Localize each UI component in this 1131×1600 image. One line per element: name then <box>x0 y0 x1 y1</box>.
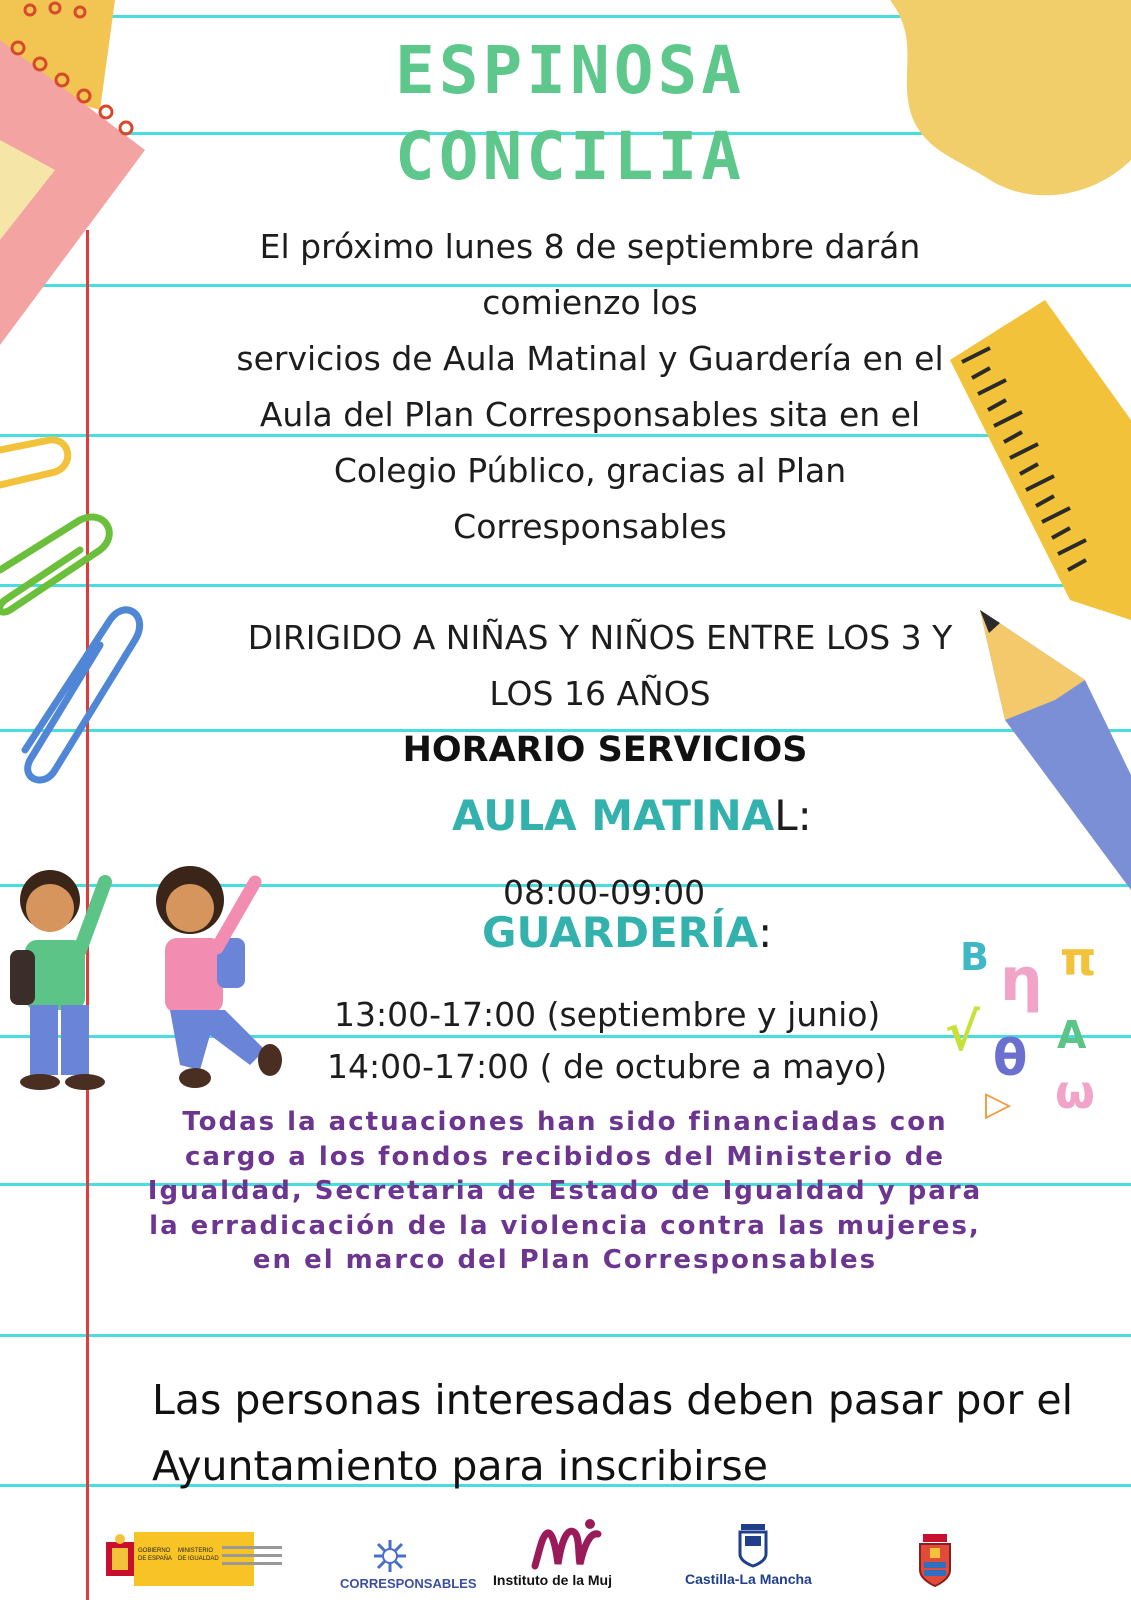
svg-text:ω: ω <box>1055 1065 1095 1119</box>
funding-line: Todas la actuaciones han sido financiadas con <box>182 1107 948 1137</box>
svg-text:θ: θ <box>993 1029 1028 1087</box>
intro-line: comienzo los <box>482 283 698 322</box>
paperclips-illustration <box>0 430 150 790</box>
intro-line: El próximo lunes 8 de septiembre darán <box>259 227 921 266</box>
intro-line: Aula del Plan Corresponsables sita en el <box>259 395 921 434</box>
guarderia-label-tail: : <box>758 908 773 957</box>
funding-line: cargo a los fondos recibidos del Ministerio de <box>184 1141 946 1172</box>
target-line: DIRIGIDO A NIÑAS Y NIÑOS ENTRE LOS 3 Y <box>247 618 953 657</box>
guarderia-label <box>482 908 773 957</box>
svg-text:A: A <box>1057 1013 1087 1057</box>
aula-matinal-label-tail: L: <box>774 791 812 840</box>
aula-matinal-label <box>452 791 812 840</box>
svg-text:η: η <box>1000 945 1043 1015</box>
intro-line: Corresponsables <box>453 507 727 546</box>
title-line-2: CONCILIA <box>395 118 745 195</box>
instituto-logo-text: Instituto de la Muj <box>493 1572 612 1588</box>
svg-text:√: √ <box>945 1003 980 1063</box>
castilla-logo-text: Castilla-La Mancha <box>685 1571 812 1587</box>
guarderia-time: 13:00-17:00 (septiembre y junio) <box>334 995 881 1034</box>
guarderia-time: 14:00-17:00 ( de octubre a mayo) <box>327 1047 888 1086</box>
target-line: LOS 16 AÑOS <box>489 674 711 713</box>
children-illustration <box>5 860 290 1100</box>
castilla-shield-icon <box>735 1520 771 1568</box>
corresponsables-star-icon <box>372 1538 408 1574</box>
ruled-line <box>0 1334 1131 1337</box>
guarderia-label-main: GUARDERÍA <box>482 908 759 957</box>
instituto-mujer-logo <box>490 1518 640 1598</box>
letters-decoration <box>945 930 1131 1120</box>
svg-text:▷: ▷ <box>985 1084 1012 1120</box>
cta-line: Las personas interesadas deben pasar por el <box>152 1376 1073 1424</box>
ministry-line-2: DE IGUALDAD <box>178 1556 219 1562</box>
aula-matinal-label-main: AULA MATINA <box>452 791 775 840</box>
funding-line: en el marco del Plan Corresponsables <box>252 1245 878 1275</box>
gobierno-line-1: GOBIERNO <box>138 1548 171 1554</box>
instituto-m-icon <box>530 1518 610 1570</box>
funding-line: Igualdad, Secretaria de Estado de Igualdad y para <box>147 1176 983 1206</box>
intro-line: servicios de Aula Matinal y Guardería en el <box>236 339 944 378</box>
corresponsables-logo <box>340 1538 477 1593</box>
title-line-1: ESPINOSA <box>395 32 745 109</box>
espinosa-coat-of-arms-icon <box>918 1532 952 1588</box>
notepad-illustration <box>0 0 160 360</box>
funding-notice <box>120 1105 1010 1278</box>
ministry-line-1: MINISTERIO <box>178 1548 214 1554</box>
svg-text:B: B <box>960 935 989 979</box>
gobierno-igualdad-logo <box>100 1532 290 1586</box>
svg-text:π: π <box>1060 932 1097 986</box>
gobierno-line-2: DE ESPAÑA <box>138 1556 172 1562</box>
corresponsables-logo-text: CORRESPONSABLES <box>340 1576 477 1591</box>
funding-line: la erradicación de la violencia contra las mujeres, <box>149 1210 981 1241</box>
aula-matinal-time: 08:00-09:00 <box>503 873 706 912</box>
yellow-blob-decoration <box>880 0 1131 200</box>
intro-line: Colegio Público, gracias al Plan <box>333 451 847 490</box>
cta-line: Ayuntamiento para inscribirse <box>152 1442 768 1490</box>
schedule-heading: HORARIO SERVICIOS <box>402 730 808 770</box>
castilla-la-mancha-logo <box>685 1520 820 1598</box>
